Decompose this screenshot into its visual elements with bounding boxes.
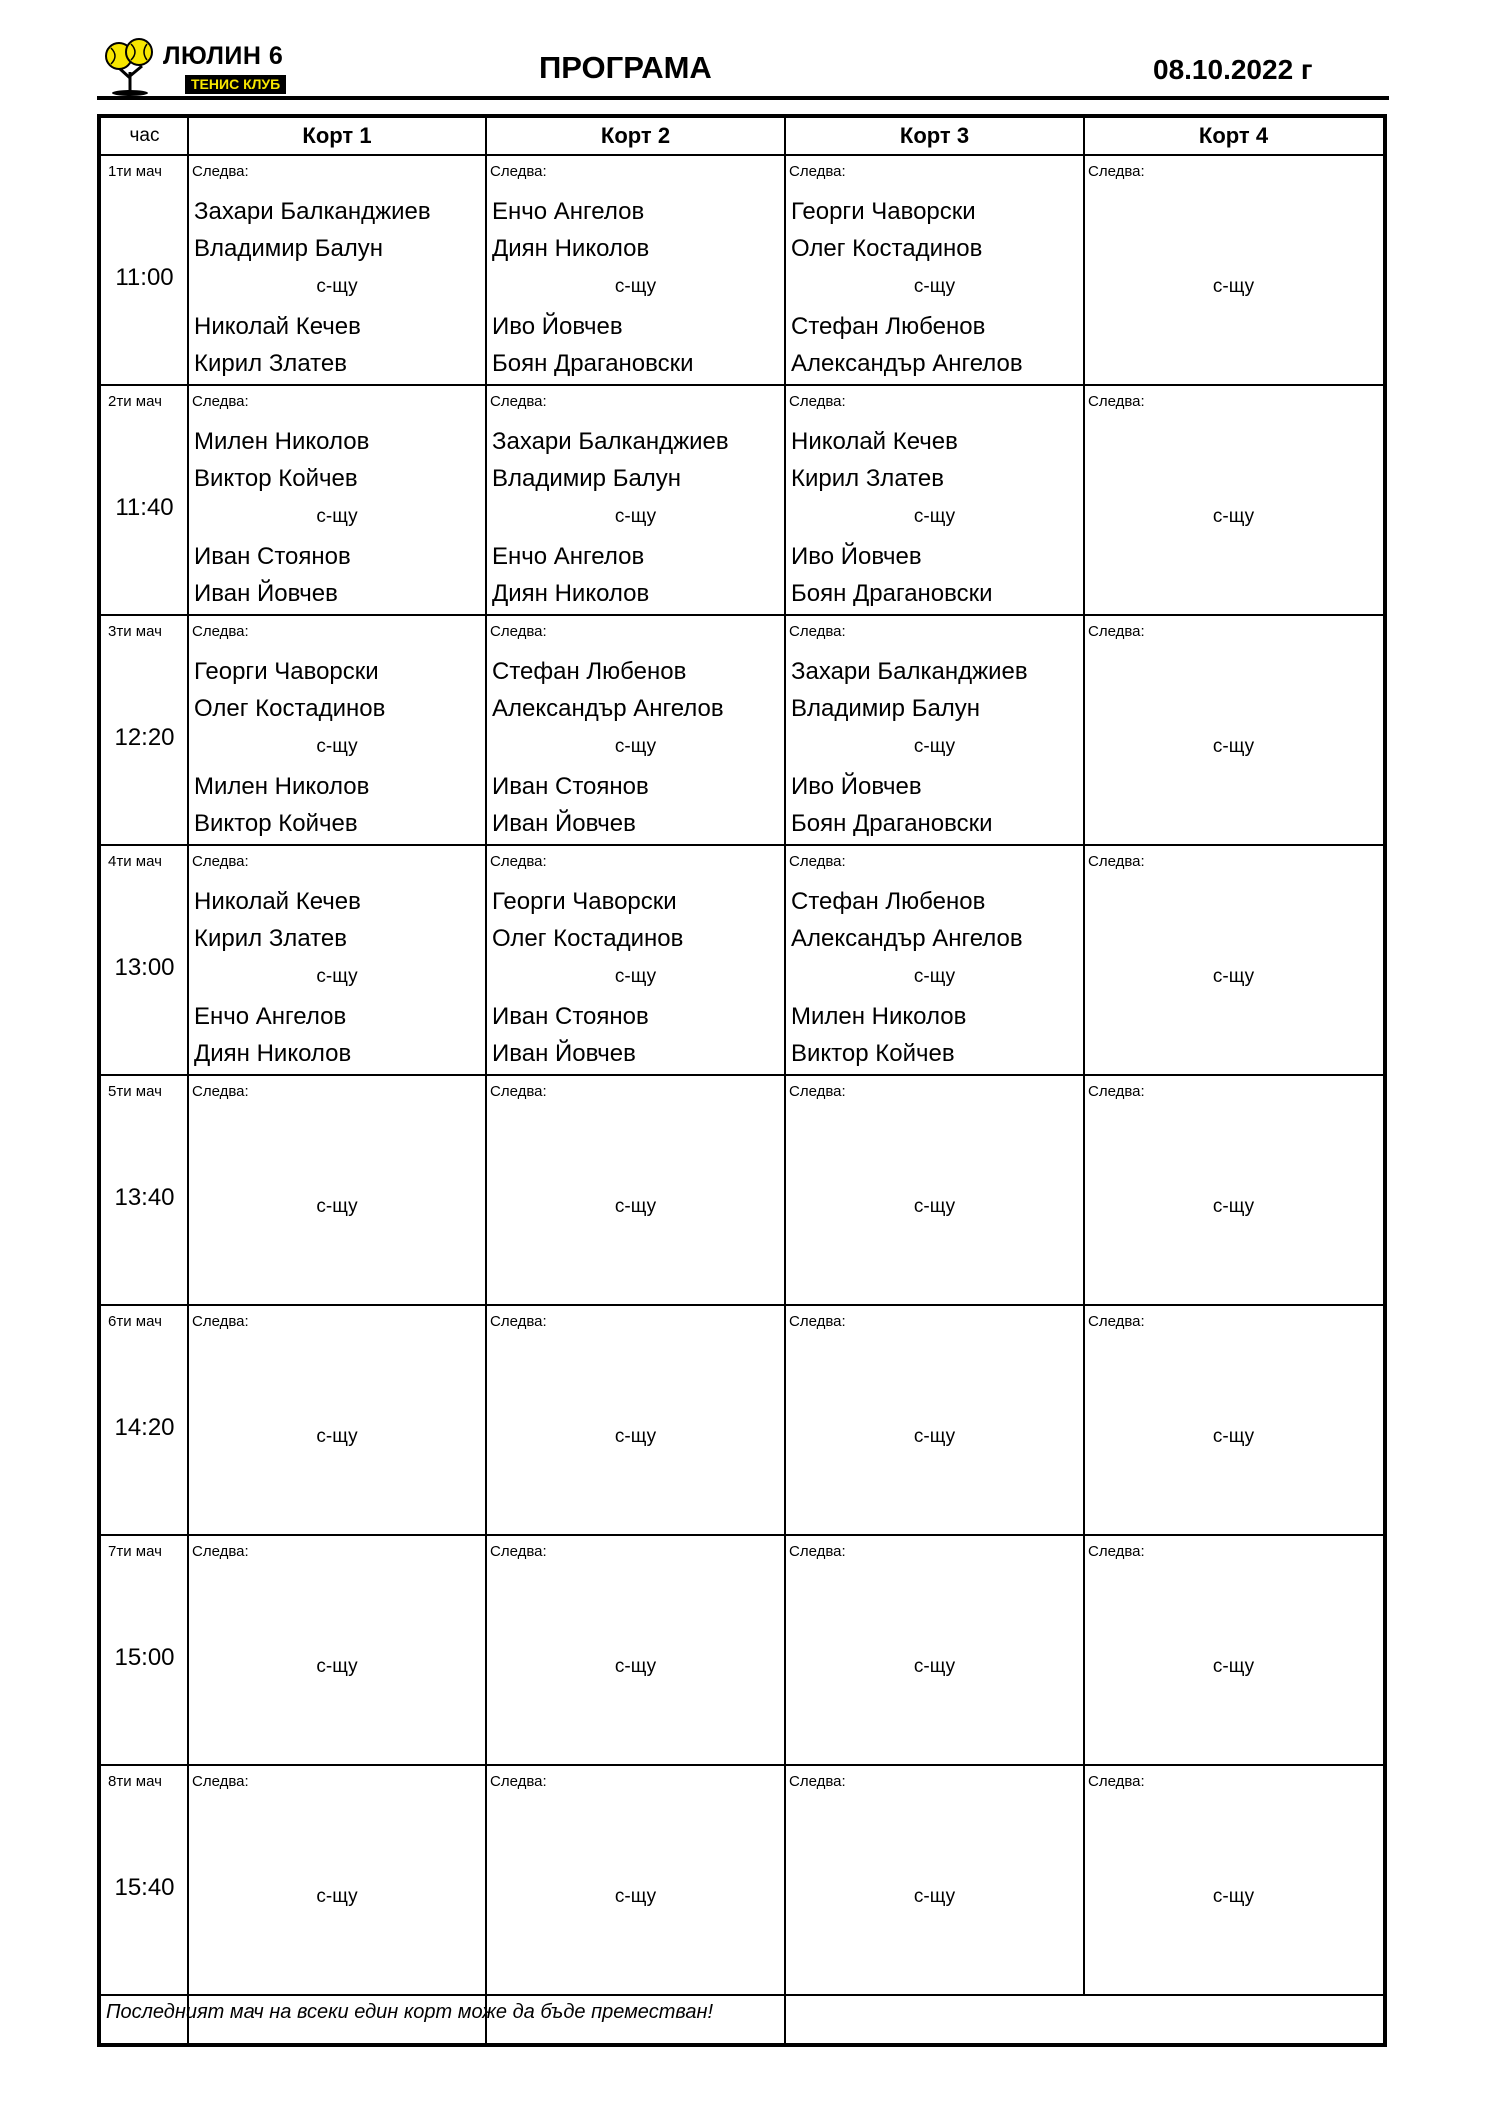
player-name: Виктор Койчев [791, 1040, 955, 1067]
versus-label: с-щу [316, 966, 358, 987]
court-1-slot [188, 616, 486, 846]
next-label: Следва: [1088, 853, 1145, 870]
versus-label: с-щу [316, 276, 358, 297]
page-title: ПРОГРАМА [539, 50, 712, 85]
player-name: Виктор Койчев [194, 810, 358, 837]
next-label: Следва: [1088, 393, 1145, 410]
player-name: Боян Драгановски [791, 810, 993, 837]
court-4-slot [1084, 1076, 1383, 1306]
court-4-slot [1084, 846, 1383, 1076]
next-label: Следва: [490, 163, 547, 180]
player-name: Диян Николов [492, 235, 650, 262]
time-cell [101, 616, 188, 846]
court-2-slot [486, 386, 785, 616]
player-name: Кирил Златев [194, 925, 347, 952]
time-cell [101, 156, 188, 386]
next-label: Следва: [490, 623, 547, 640]
player-name: Владимир Балун [492, 465, 682, 492]
versus-label: с-щу [1212, 736, 1255, 757]
versus-label: с-щу [1212, 966, 1255, 987]
player-name: Стефан Любенов [492, 658, 687, 685]
court-1-slot [188, 1536, 486, 1766]
player-name: Олег Костадинов [492, 925, 684, 952]
versus-label: с-щу [1212, 276, 1255, 297]
next-label: Следва: [490, 853, 547, 870]
versus-label: с-щу [316, 1426, 358, 1447]
court-2-slot [486, 1766, 785, 1996]
court-3-slot [785, 386, 1084, 616]
match-number: 5ти мач [108, 1083, 162, 1100]
next-label: Следва: [490, 1313, 547, 1330]
versus-label: с-щу [614, 736, 657, 757]
time-cell [101, 386, 188, 616]
next-label: Следва: [490, 1543, 547, 1560]
versus-label: с-щу [614, 1656, 657, 1677]
versus-label: с-щу [913, 736, 956, 757]
player-name: Енчо Ангелов [492, 543, 645, 570]
player-name: Милен Николов [194, 773, 370, 800]
court-2-slot [486, 1076, 785, 1306]
player-name: Милен Николов [791, 1003, 967, 1030]
versus-label: с-щу [1212, 1656, 1255, 1677]
next-label: Следва: [192, 1773, 249, 1790]
player-name: Кирил Златев [791, 465, 944, 492]
match-number: 1ти мач [108, 163, 162, 180]
column-header-label: Корт 1 [302, 123, 372, 148]
player-name: Иван Йовчев [492, 810, 636, 837]
time-cell [101, 1306, 188, 1536]
column-header-court-3 [785, 118, 1084, 154]
versus-label: с-щу [1212, 506, 1255, 527]
time-cell [101, 1766, 188, 1996]
column-header-label: Корт 4 [1198, 123, 1269, 148]
versus-label: с-щу [316, 1196, 358, 1217]
match-time: 13:40 [114, 1184, 175, 1211]
court-3-slot [785, 1306, 1084, 1536]
next-label: Следва: [1088, 623, 1145, 640]
player-name: Георги Чаворски [492, 888, 677, 915]
court-4-slot [1084, 1766, 1383, 1996]
next-label: Следва: [789, 1773, 846, 1790]
header-divider [97, 96, 1389, 100]
player-name: Захари Балканджиев [492, 428, 729, 455]
versus-label: с-щу [316, 736, 358, 757]
footer-note: Последният мач на всеки един корт може да бъде преместван! [106, 2001, 714, 2023]
versus-label: с-щу [913, 1886, 956, 1907]
player-name: Енчо Ангелов [194, 1003, 347, 1030]
versus-label: с-щу [316, 1886, 358, 1907]
player-name: Иво Йовчев [791, 543, 922, 570]
court-1-slot [188, 1076, 486, 1306]
court-1-slot [188, 386, 486, 616]
player-name: Кирил Златев [194, 350, 347, 377]
player-name: Александър Ангелов [791, 925, 1023, 952]
next-label: Следва: [789, 623, 846, 640]
match-time: 14:20 [114, 1414, 175, 1441]
schedule-table [97, 114, 1387, 2047]
next-label: Следва: [490, 1083, 547, 1100]
next-label: Следва: [789, 853, 846, 870]
court-2-slot [486, 616, 785, 846]
next-label: Следва: [490, 393, 547, 410]
versus-label: с-щу [913, 1426, 956, 1447]
player-name: Николай Кечев [194, 313, 361, 340]
club-name: ЛЮЛИН 6 [163, 42, 284, 70]
time-cell [101, 1076, 188, 1306]
player-name: Георги Чаворски [194, 658, 379, 685]
versus-label: с-щу [913, 506, 956, 527]
court-4-slot [1084, 1306, 1383, 1536]
versus-label: с-щу [316, 506, 358, 527]
match-number: 3ти мач [108, 623, 162, 640]
next-label: Следва: [192, 393, 249, 410]
next-label: Следва: [1088, 1313, 1145, 1330]
next-label: Следва: [192, 1083, 249, 1100]
footer-row [101, 1996, 785, 2043]
versus-label: с-щу [1212, 1426, 1255, 1447]
court-3-slot [785, 1076, 1084, 1306]
match-time: 15:00 [114, 1644, 175, 1671]
player-name: Олег Костадинов [791, 235, 983, 262]
next-label: Следва: [192, 853, 249, 870]
match-number: 4ти мач [108, 853, 162, 870]
player-name: Милен Николов [194, 428, 370, 455]
match-number: 7ти мач [108, 1543, 162, 1560]
match-time: 15:40 [114, 1874, 175, 1901]
club-subtitle: ТЕНИС КЛУБ [185, 75, 286, 94]
time-cell [101, 1536, 188, 1766]
player-name: Иван Йовчев [492, 1040, 636, 1067]
match-time: 11:00 [115, 264, 174, 291]
column-header-court-4 [1084, 118, 1383, 154]
player-name: Диян Николов [194, 1040, 352, 1067]
court-3-slot [785, 1536, 1084, 1766]
court-2-slot [486, 1536, 785, 1766]
club-logo [97, 34, 312, 96]
column-header-court-1 [188, 118, 486, 154]
column-header-court-2 [486, 118, 785, 154]
court-3-slot [785, 846, 1084, 1076]
column-header-label: Корт 2 [600, 123, 671, 148]
versus-label: с-щу [614, 966, 657, 987]
player-name: Олег Костадинов [194, 695, 386, 722]
player-name: Боян Драгановски [492, 350, 694, 377]
court-3-slot [785, 1766, 1084, 1996]
match-number: 8ти мач [108, 1773, 162, 1790]
court-2-slot [486, 846, 785, 1076]
next-label: Следва: [192, 163, 249, 180]
player-name: Иво Йовчев [791, 773, 922, 800]
court-4-slot [1084, 1536, 1383, 1766]
court-1-slot [188, 846, 486, 1076]
court-4-slot [1084, 386, 1383, 616]
match-time: 13:00 [114, 954, 175, 981]
schedule-date: 08.10.2022 г [1153, 54, 1313, 85]
player-name: Иван Стоянов [492, 773, 649, 800]
next-label: Следва: [1088, 1083, 1145, 1100]
player-name: Виктор Койчев [194, 465, 358, 492]
versus-label: с-щу [1212, 1196, 1255, 1217]
next-label: Следва: [1088, 163, 1145, 180]
versus-label: с-щу [913, 966, 956, 987]
next-label: Следва: [789, 163, 846, 180]
player-name: Николай Кечев [791, 428, 958, 455]
court-1-slot [188, 1306, 486, 1536]
player-name: Захари Балканджиев [194, 198, 431, 225]
versus-label: с-щу [614, 1426, 657, 1447]
tennis-tree-icon [97, 34, 167, 96]
player-name: Иван Йовчев [194, 580, 338, 607]
player-name: Александър Ангелов [492, 695, 724, 722]
next-label: Следва: [490, 1773, 547, 1790]
versus-label: с-щу [316, 1656, 358, 1677]
match-time: 11:40 [115, 494, 174, 521]
court-2-slot [486, 156, 785, 386]
column-header-label: час [129, 125, 160, 146]
next-label: Следва: [192, 1313, 249, 1330]
next-label: Следва: [192, 1543, 249, 1560]
next-label: Следва: [1088, 1773, 1145, 1790]
versus-label: с-щу [913, 276, 956, 297]
versus-label: с-щу [913, 1656, 956, 1677]
versus-label: с-щу [614, 1886, 657, 1907]
next-label: Следва: [1088, 1543, 1145, 1560]
player-name: Диян Николов [492, 580, 650, 607]
player-name: Иво Йовчев [492, 313, 623, 340]
versus-label: с-щу [614, 276, 657, 297]
next-label: Следва: [789, 1313, 846, 1330]
match-number: 2ти мач [108, 393, 162, 410]
player-name: Николай Кечев [194, 888, 361, 915]
player-name: Александър Ангелов [791, 350, 1023, 377]
column-header-time [101, 118, 188, 154]
next-label: Следва: [789, 1083, 846, 1100]
versus-label: с-щу [614, 506, 657, 527]
next-label: Следва: [192, 623, 249, 640]
player-name: Енчо Ангелов [492, 198, 645, 225]
player-name: Стефан Любенов [791, 888, 986, 915]
player-name: Стефан Любенов [791, 313, 986, 340]
versus-label: с-щу [1212, 1886, 1255, 1907]
court-1-slot [188, 1766, 486, 1996]
player-name: Иван Стоянов [194, 543, 351, 570]
player-name: Георги Чаворски [791, 198, 976, 225]
versus-label: с-щу [614, 1196, 657, 1217]
court-3-slot [785, 156, 1084, 386]
column-divider [784, 1996, 786, 2043]
player-name: Иван Стоянов [492, 1003, 649, 1030]
match-number: 6ти мач [108, 1313, 162, 1330]
court-2-slot [486, 1306, 785, 1536]
match-time: 12:20 [114, 724, 175, 751]
time-cell [101, 846, 188, 1076]
court-4-slot [1084, 156, 1383, 386]
player-name: Владимир Балун [791, 695, 981, 722]
versus-label: с-щу [913, 1196, 956, 1217]
court-3-slot [785, 616, 1084, 846]
player-name: Захари Балканджиев [791, 658, 1028, 685]
court-4-slot [1084, 616, 1383, 846]
page-header [97, 30, 1387, 100]
player-name: Боян Драгановски [791, 580, 993, 607]
court-1-slot [188, 156, 486, 386]
player-name: Владимир Балун [194, 235, 384, 262]
next-label: Следва: [789, 1543, 846, 1560]
column-header-label: Корт 3 [899, 123, 970, 148]
next-label: Следва: [789, 393, 846, 410]
